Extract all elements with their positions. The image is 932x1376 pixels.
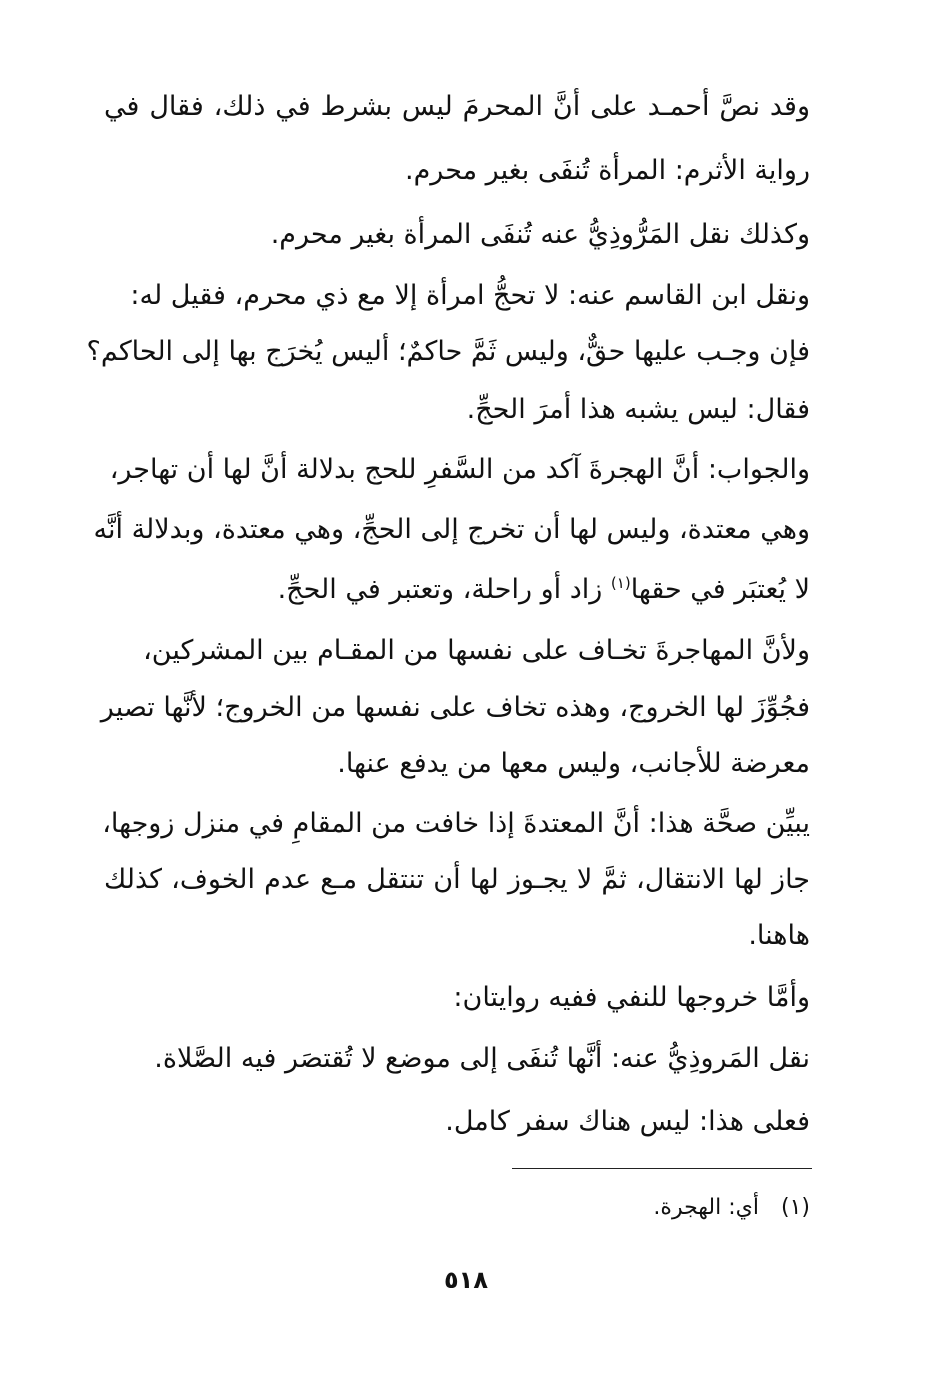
page-number: ٥١٨ [444, 1266, 488, 1294]
text-line: فإن وجـب عليها حقٌّ، وليس ثَمَّ حاكمٌ؛ أليس يُخرَج بها إلى الحاكم؟ [86, 336, 810, 367]
text-line: جاز لها الانتقال، ثمَّ لا يجـوز لها أن تنتقل مـع عدم الخوف، كذلك [104, 864, 810, 895]
text-segment: زاد أو راحلة، وتعتبر في الحجِّ. [277, 574, 603, 605]
text-line: والجواب: أنَّ الهجرةَ آكد من السَّفرِ للحج بدلالة أنَّ لها أن تهاجر، [109, 454, 810, 485]
text-line: نقل المَروذِيُّ عنه: أنَّها تُنفَى إلى موضع لا تُقتصَر فيه الصَّلاة. [154, 1043, 810, 1074]
text-line: ونقل ابن القاسم عنه: لا تحجُّ امرأة إلا مع ذي محرم، فقيل له: [130, 280, 810, 311]
text-line: هاهنا. [748, 920, 810, 951]
text-line: وقد نصَّ أحمـد على أنَّ المحرمَ ليس بشرط في ذلك، فقال في [104, 91, 810, 122]
text-line: فعلى هذا: ليس هناك سفر كامل. [445, 1106, 810, 1137]
footnote-number: (١) [780, 1195, 810, 1220]
text-line [104, 567, 810, 613]
footnote [104, 1190, 810, 1226]
text-line: وأمَّا خروجها للنفي ففيه روايتان: [453, 982, 810, 1013]
text-line: معرضة للأجانب، وليس معها من يدفع عنها. [337, 748, 810, 779]
text-line: يبيِّن صحَّة هذا: أنَّ المعتدةَ إذا خافت من المقامِ في منزل زوجها، [102, 808, 810, 839]
text-line: ولأنَّ المهاجرةَ تخـاف على نفسها من المقـام بين المشركين، [143, 635, 810, 666]
text-line: فجُوِّزَ لها الخروج، وهذه تخاف على نفسها من الخروج؛ لأنَّها تصير [100, 692, 810, 723]
text-line: فقال: ليس يشبه هذا أمرَ الحجِّ. [466, 394, 810, 425]
footnote-separator [512, 1168, 812, 1169]
text-line: رواية الأثرم: المرأة تُنفَى بغير محرم. [405, 155, 810, 186]
text-line: وهي معتدة، وليس لها أن تخرج إلى الحجِّ، وهي معتدة، وبدلالة أنَّه [93, 514, 810, 545]
footnote-marker: (١) [610, 574, 631, 592]
text-line: وكذلك نقل المَرُّوذِيُّ عنه تُنفَى المرأة بغير محرم. [270, 219, 810, 250]
text-segment: لا يُعتبَر في حقها [630, 574, 810, 605]
footnote-text: أي: الهجرة. [653, 1195, 759, 1220]
